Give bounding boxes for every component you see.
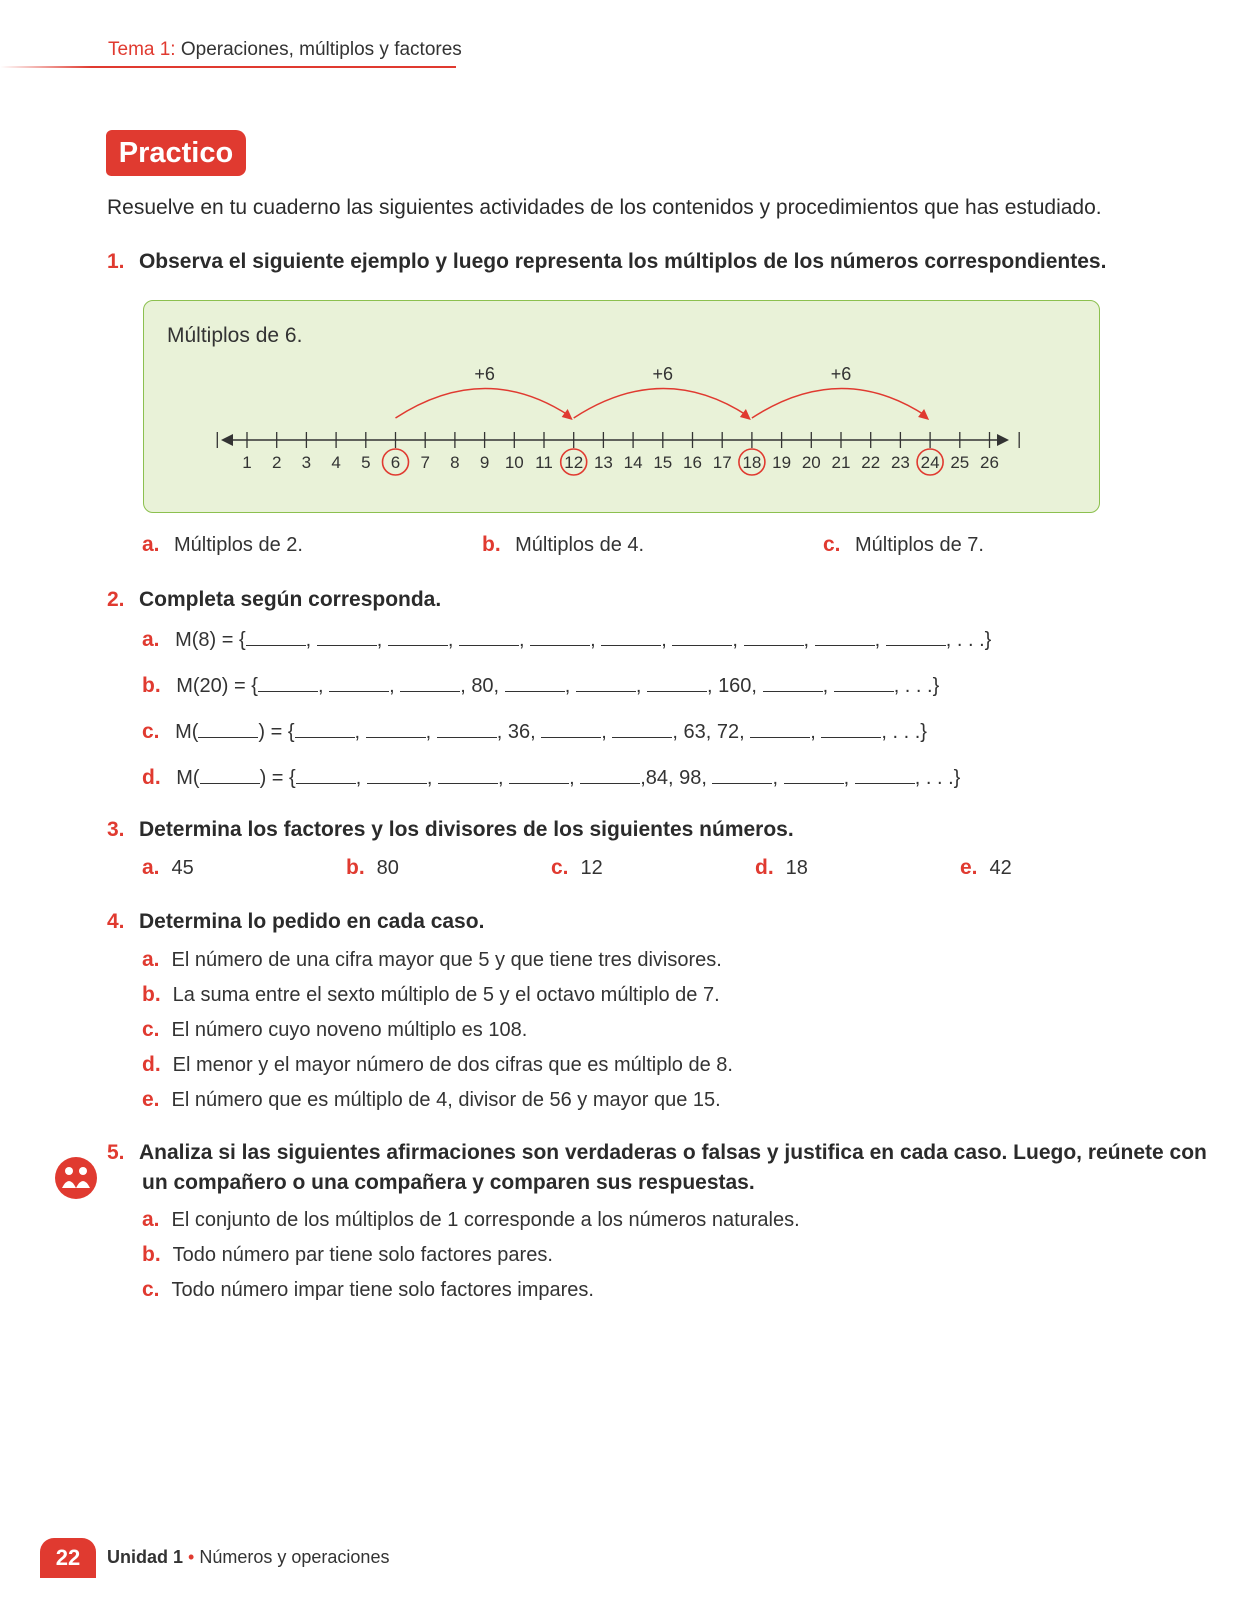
item-letter: b. <box>142 1243 161 1266</box>
q5-item-c <box>142 1278 594 1302</box>
answer-blank[interactable] <box>198 719 258 738</box>
q4-item-d <box>142 1053 733 1077</box>
item-letter: a. <box>142 628 160 651</box>
item-text: Múltiplos de 4. <box>515 534 645 556</box>
answer-blank[interactable] <box>295 719 355 738</box>
tick-label: 8 <box>450 453 460 472</box>
q4-item-a <box>142 948 722 972</box>
group-work-icon <box>54 1156 98 1200</box>
q3-item-e <box>960 856 1012 880</box>
item-letter: d. <box>142 766 161 789</box>
given-value: 36, <box>507 721 536 743</box>
tick-label: 17 <box>712 453 732 472</box>
tick-label: 10 <box>504 453 524 472</box>
set-prefix: M( <box>176 767 200 789</box>
answer-blank[interactable] <box>672 627 732 646</box>
item-letter: a. <box>142 856 160 879</box>
topic-title: Operaciones, múltiplos y factores <box>180 39 462 60</box>
item-text: 18 <box>785 857 808 879</box>
tick-label: 4 <box>331 453 341 472</box>
set-suffix: , . . .} <box>945 629 992 651</box>
item-text: 42 <box>989 857 1012 879</box>
q5-item-b <box>142 1243 553 1267</box>
tick-label: 13 <box>593 453 613 472</box>
question-number: 5. <box>107 1141 125 1164</box>
tick-label: 7 <box>420 453 430 472</box>
jump-arrowhead <box>562 409 573 420</box>
jump-arrowhead <box>740 409 751 420</box>
item-text: Múltiplos de 7. <box>854 534 984 556</box>
answer-blank[interactable] <box>541 719 601 738</box>
tick-label: 1 <box>242 453 252 472</box>
tick-label: 15 <box>653 453 673 472</box>
question-number: 1. <box>107 250 125 273</box>
given-value: 63, 72, <box>683 721 745 743</box>
tick-label: 21 <box>831 453 851 472</box>
tick-label: 11 <box>535 453 553 472</box>
item-text: Múltiplos de 2. <box>173 534 303 556</box>
tick-label: 26 <box>980 453 999 472</box>
answer-blank[interactable] <box>367 765 427 784</box>
question-1 <box>107 250 1106 274</box>
number-line-diagram <box>143 300 1100 513</box>
topic-label: Tema 1: <box>108 39 176 60</box>
item-text: El número de una cifra mayor que 5 y que tiene tres divisores. <box>171 949 722 971</box>
given-value: 80, <box>471 675 500 697</box>
set-mid: ) = { <box>259 767 296 789</box>
question-text: Completa según corresponda. <box>138 588 442 611</box>
tick-label: 20 <box>801 453 821 472</box>
answer-blank[interactable] <box>744 627 804 646</box>
tick-label: 22 <box>861 453 881 472</box>
question-4 <box>107 910 484 934</box>
tick-label: 25 <box>950 453 970 472</box>
given-value: ,84, 98, <box>640 767 707 789</box>
tick-label: 6 <box>390 453 401 472</box>
tick-label: 12 <box>564 453 584 472</box>
item-letter: c. <box>551 856 569 879</box>
unit-title: Números y operaciones <box>199 1547 390 1567</box>
answer-blank[interactable] <box>200 765 260 784</box>
tick-label: 3 <box>301 453 312 472</box>
q1-item-a <box>142 533 303 557</box>
axis-arrow-right <box>997 434 1009 446</box>
item-text: 80 <box>376 857 399 879</box>
question-text: Observa el siguiente ejemplo y luego representa los múltiplos de los números correspondientes. <box>138 250 1107 273</box>
question-number: 3. <box>107 818 125 841</box>
footer-unit <box>107 1547 389 1568</box>
item-text: El número que es múltiplo de 4, divisor de 56 y mayor que 15. <box>171 1089 721 1111</box>
q3-item-b <box>346 856 399 880</box>
question-5 <box>107 1141 1207 1165</box>
q2-item-c: c. M( ) = { , , , 36, , , 63, 72, , , . . .} <box>142 720 927 743</box>
answer-blank[interactable] <box>388 627 448 646</box>
answer-blank[interactable] <box>400 673 460 692</box>
axis-arrow-left <box>221 434 233 446</box>
answer-blank[interactable] <box>750 719 810 738</box>
item-text: Todo número par tiene solo factores pares. <box>172 1244 553 1266</box>
set-suffix: , . . .} <box>914 767 961 789</box>
separator: • <box>188 1547 195 1567</box>
set-prefix: M( <box>175 721 199 743</box>
answer-blank[interactable] <box>329 673 389 692</box>
item-letter: c. <box>142 1278 160 1301</box>
answer-blank[interactable] <box>815 627 875 646</box>
jump-arc <box>752 388 926 418</box>
tick-label: 9 <box>479 453 490 472</box>
answer-blank[interactable] <box>647 673 707 692</box>
question-number: 2. <box>107 588 125 611</box>
tick-label: 5 <box>361 453 371 472</box>
item-text: 12 <box>580 857 603 879</box>
answer-blank[interactable] <box>509 765 569 784</box>
set-suffix: , . . .} <box>893 675 940 697</box>
item-text: El número cuyo noveno múltiplo es 108. <box>171 1019 528 1041</box>
q1-item-b <box>482 533 644 557</box>
intro-text: Resuelve en tu cuaderno las siguientes actividades de los contenidos y procedimientos que has estudiado. <box>107 196 1102 219</box>
answer-blank[interactable] <box>576 673 636 692</box>
given-value: 160, <box>718 675 757 697</box>
q3-item-a <box>142 856 194 880</box>
item-letter: b. <box>346 856 365 879</box>
answer-blank[interactable] <box>246 627 306 646</box>
question-number: 4. <box>107 910 125 933</box>
item-text: 45 <box>171 857 194 879</box>
item-letter: b. <box>482 533 501 556</box>
item-letter: a. <box>142 1208 160 1231</box>
q1-item-c <box>823 533 984 557</box>
item-letter: d. <box>142 1053 161 1076</box>
answer-blank[interactable] <box>580 765 640 784</box>
answer-blank[interactable] <box>317 627 377 646</box>
answer-blank[interactable] <box>438 765 498 784</box>
item-text: La suma entre el sexto múltiplo de 5 y el octavo múltiplo de 7. <box>172 984 720 1006</box>
answer-blank[interactable] <box>366 719 426 738</box>
question-text: Determina los factores y los divisores de los siguientes números. <box>138 818 794 841</box>
item-letter: a. <box>142 533 160 556</box>
item-letter: a. <box>142 948 160 971</box>
answer-blank[interactable] <box>886 627 946 646</box>
tick-label: 18 <box>742 453 762 472</box>
item-text: Todo número impar tiene solo factores impares. <box>171 1279 594 1301</box>
item-letter: c. <box>142 1018 160 1041</box>
answer-blank[interactable] <box>834 673 894 692</box>
example-title: Múltiplos de 6. <box>167 324 303 347</box>
page-number: 22 <box>40 1538 96 1578</box>
tick-label: 14 <box>623 453 643 472</box>
answer-blank[interactable] <box>612 719 672 738</box>
answer-blank[interactable] <box>855 765 915 784</box>
q2-item-b: b. M(20) = { , , , 80, , , , 160, , , . . .} <box>142 674 940 697</box>
item-letter: b. <box>142 674 161 697</box>
set-mid: ) = { <box>258 721 295 743</box>
tick-label: 23 <box>890 453 910 472</box>
answer-blank[interactable] <box>821 719 881 738</box>
topic-header <box>108 39 462 61</box>
tick-label: 2 <box>271 453 282 472</box>
answer-blank[interactable] <box>296 765 356 784</box>
item-letter: e. <box>960 856 978 879</box>
answer-blank[interactable] <box>437 719 497 738</box>
answer-blank[interactable] <box>601 627 661 646</box>
unit-label: Unidad 1 <box>107 1547 184 1567</box>
answer-blank[interactable] <box>784 765 844 784</box>
item-text: El menor y el mayor número de dos cifras que es múltiplo de 8. <box>172 1054 733 1076</box>
question-text: Analiza si las siguientes afirmaciones son verdaderas o falsas y justifica en cada caso. Luego, reúnete con <box>138 1141 1207 1164</box>
set-prefix: M(20) = { <box>176 675 258 697</box>
set-suffix: , . . .} <box>881 721 927 743</box>
section-badge: Practico <box>106 130 246 176</box>
item-letter: c. <box>142 720 160 743</box>
item-letter: e. <box>142 1088 160 1111</box>
question-3 <box>107 818 794 842</box>
q3-item-c <box>551 856 603 880</box>
q4-item-b <box>142 983 720 1007</box>
tick-label: 16 <box>683 453 702 472</box>
q4-item-c <box>142 1018 527 1042</box>
answer-blank[interactable] <box>763 673 823 692</box>
jump-arrowhead <box>918 409 929 420</box>
q2-item-a: a. M(8) = { , , , , , , , , , , . . .} <box>142 628 992 651</box>
number-line <box>217 364 1019 475</box>
jump-arc <box>574 388 748 418</box>
question-2 <box>107 588 441 612</box>
answer-blank[interactable] <box>505 673 565 692</box>
jump-label: +6 <box>830 364 852 384</box>
jump-arc <box>396 388 570 418</box>
answer-blank[interactable] <box>258 673 318 692</box>
q4-item-e <box>142 1088 721 1112</box>
jump-label: +6 <box>652 364 674 384</box>
question-text: Determina lo pedido en cada caso. <box>138 910 485 933</box>
jump-label: +6 <box>474 364 495 384</box>
set-prefix: M(8) = { <box>175 629 246 651</box>
q2-item-d: d. M( ) = { , , , , ,84, 98, , , , . . .} <box>142 766 961 789</box>
item-letter: b. <box>142 983 161 1006</box>
header-rule <box>0 66 456 68</box>
item-text: El conjunto de los múltiplos de 1 corresponde a los números naturales. <box>171 1209 800 1231</box>
q5-item-a <box>142 1208 800 1232</box>
tick-label: 24 <box>920 453 940 472</box>
item-letter: c. <box>823 533 841 556</box>
answer-blank[interactable] <box>459 627 519 646</box>
q3-item-d <box>755 856 808 880</box>
item-letter: d. <box>755 856 774 879</box>
tick-label: 19 <box>772 453 792 472</box>
answer-blank[interactable] <box>712 765 772 784</box>
answer-blank[interactable] <box>530 627 590 646</box>
question-text-line2: un compañero o una compañera y comparen sus respuestas. <box>142 1171 755 1194</box>
